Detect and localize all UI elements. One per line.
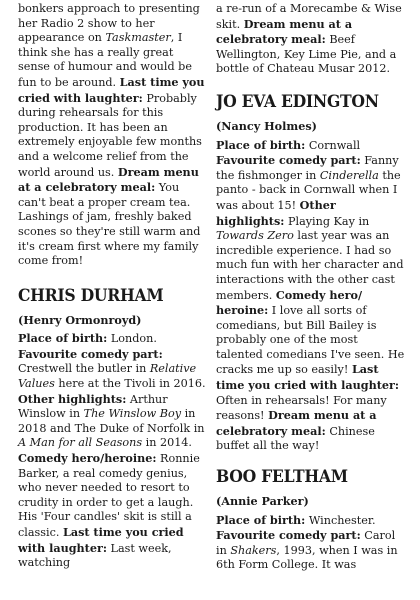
play-title: The Winslow Boy (83, 407, 182, 421)
birth-label: Place of birth: (216, 137, 306, 152)
favourite-part-answer-cont: , 1993, when I was in 6th Form College. It was (216, 543, 398, 572)
favourite-part-label: Favourite comedy part: (18, 346, 163, 361)
highlights-label: Other highlights: (216, 197, 336, 228)
last-cried-label: Last time you cried with laughter: (18, 74, 205, 105)
left-column (18, 2, 206, 571)
favourite-part-answer: Fanny the fishmonger in (216, 154, 399, 182)
favourite-part-answer: Crestwell the butler in (18, 362, 150, 376)
highlights-answer-end: in 2014. (142, 436, 192, 450)
continued-text: a re-run of a Morecambe & Wise skit. (216, 2, 402, 31)
dream-menu-label: Dream menu at a celebratory meal: (216, 16, 353, 47)
last-cried-label: Last time you cried with laughter: (18, 525, 184, 555)
highlights-answer: Playing Kay in (284, 214, 370, 228)
favourite-part-answer: Carol in (216, 529, 396, 557)
last-cried-label: Last time you cried with laughter: (216, 362, 400, 393)
birth-answer: London. (107, 332, 157, 346)
birth-answer: Winchester. (305, 513, 376, 527)
profile-boo-feltham (216, 466, 406, 573)
dream-menu-label: Dream menu at a celebratory meal: (18, 164, 199, 195)
profile-chris-durham (18, 285, 206, 571)
favourite-part-answer-cont: here at the Tivoli in 2016. (54, 377, 206, 391)
favourite-part-label: Favourite comedy part: (216, 528, 361, 543)
favourite-part-answer-cont: the panto - back in Cornwall when I was about 15! (216, 168, 401, 212)
last-cried-answer: Often in rehearsals! For many reasons! (216, 393, 387, 423)
profile-body (216, 138, 406, 454)
intro-text-cont: , I think she has a really great sense of humour and would be fun to be around. (18, 31, 192, 89)
dream-menu-answer: Beef Wellington, Key Lime Pie, and a bottle of Chateau Musar 2012. (216, 33, 397, 76)
dream-menu-label: Dream menu at a celebratory meal: (216, 408, 377, 438)
play-title: Relative Values (18, 362, 197, 391)
last-cried-answer: Probably during rehearsals for this production. It has been an extremely enjoyable few months and a welcome relief from the world around us. (18, 91, 202, 179)
profile-name: BOO FELTHAM (216, 467, 348, 488)
birth-label: Place of birth: (18, 331, 108, 346)
play-title: Cinderella (319, 168, 379, 182)
continued-paragraph (216, 2, 406, 77)
highlights-label: Other highlights: (18, 391, 127, 406)
profile-jo-eva-edington (216, 91, 406, 454)
profile-role: (Henry Ormonroyd) (18, 312, 142, 327)
favourite-part-label: Favourite comedy part: (216, 153, 361, 168)
intro-text: bonkers approach to presenting her Radio 2 show to her appearance on (18, 2, 200, 45)
profile-body (216, 513, 406, 573)
dream-menu-answer: Chinese buffet all the way! (216, 424, 375, 453)
hero-label: Comedy hero/ heroine: (216, 287, 363, 318)
profile-role: (Nancy Holmes) (216, 118, 317, 133)
dream-menu-answer: You can't beat a proper cream tea. Lashings of jam, freshly baked scones so they're still warm and it's cream first where my family come from! (18, 181, 201, 268)
play-title: Shakers (230, 543, 277, 557)
right-column (216, 2, 406, 573)
highlights-answer-cont: last year was an incredible experience. I had so much fun with her character and interactions with the other cast members. (216, 229, 404, 302)
hero-answer: Ronnie Barker, a real comedy genius, who never needed to resort to crudity in order to get a laugh. His 'Four candles' skit is still a classic. (18, 452, 200, 539)
birth-answer: Cornwall (305, 138, 361, 152)
profile-name: JO EVA EDINGTON (216, 91, 379, 112)
hero-answer: I love all sorts of comedians, but Bill Bailey is probably one of the most talented comedians I've seen. He cracks me up so easily! (216, 304, 405, 377)
intro-paragraph (18, 2, 206, 269)
hero-label: Comedy hero/heroine: (18, 451, 157, 466)
highlights-answer-cont: in 2018 and The Duke of Norfolk in (18, 407, 205, 435)
play-title: Towards Zero (216, 229, 294, 243)
birth-label: Place of birth: (216, 512, 306, 527)
profile-role: (Annie Parker) (216, 494, 309, 509)
last-cried-answer: Last week, watching (18, 541, 172, 570)
intro-show-title: Taskmaster (105, 31, 171, 45)
highlights-answer: Arthur Winslow in (18, 392, 168, 421)
profile-body (18, 331, 206, 571)
profile-name: CHRIS DURHAM (18, 285, 164, 306)
play-title: A Man for all Seasons (18, 436, 143, 450)
